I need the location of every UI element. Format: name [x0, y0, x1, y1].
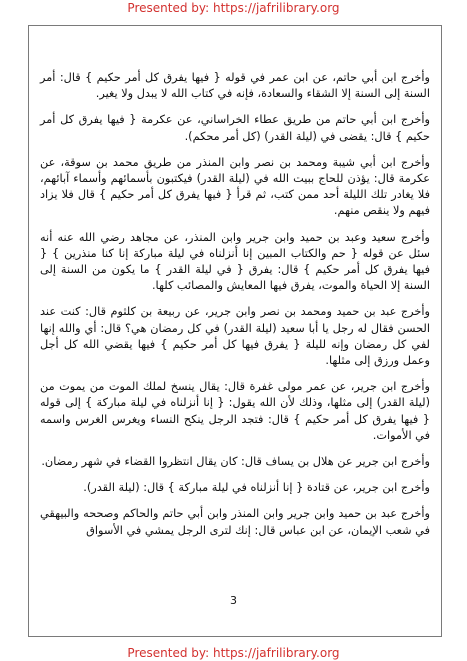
paragraph: وأخرج ابن أبي شيبة ومحمد بن نصر وابن المنذر من طريق محمد بن سوقة، عن عكرمة قال: يؤذن للحاج ببيت الله في (ليلة القدر) فيكتبون بأسمائهم وأسماء آبائهم، فلا يغادر تلك الليلة أحد ممن كتب، ثم قرأ { فيها يفرق كل أمر حكيم } قال فلا يزاد فيهم ولا ينقص منهم.	[40, 155, 430, 218]
page-number: 3	[230, 594, 237, 607]
paragraph: وأخرج ابن جرير عن هلال بن يساف قال: كان يقال انتظروا القضاء في شهر رمضان.	[41, 455, 430, 469]
paragraph: وأخرج سعيد وعبد بن حميد وابن جرير وابن المنذر، عن مجاهد رضي الله عنه أنه سئل عن قوله { حم والكتاب المبين إنا أنزلناه في ليلة مباركة إنا كنا منذرين } { فيها يفرق كل أمر حكيم } قال: يفرق { في ليلة القدر } ما يكون من السنة إلى السنة إلا الحياة والموت، يفرق فيها المعايش والمصائب كلها.	[40, 230, 430, 293]
paragraph: وأخرج ابن جرير، عن عمر مولى غفرة قال: يقال ينسخ لملك الموت من يموت من (ليلة القدر) إلى مثلها، وذلك لأن الله يقول: { إنا أنزلناه في ليلة مباركة } إلى قوله { فيها يفرق كل أمر حكيم } قال: فتجد الرجل ينكح النساء ويغرس الغرس واسمه في الأموات.	[40, 380, 430, 442]
paragraph: وأخرج ابن أبي حاتم من طريق عطاء الخراساني، عن عكرمة { فيها يفرق كل أمر حكيم } قال: يقضى في (ليلة القدر) (كل أمر محكم).	[40, 113, 430, 143]
paragraph: وأخرج عبد بن حميد ومحمد بن نصر وابن جرير، عن ربيعة بن كلثوم قال: كنت عند الحسن فقال له رجل يا أبا سعيد (ليلة القدر) في كل رمضان هي؟ قال: أي والله إنها لفي كل رمضان وإنه لليلة { يفرق فيها كل أمر حكيم } فيها يقضي الله كل أجل وعمل ورزق إلى مثلها.	[40, 305, 430, 368]
paragraph: وأخرج عبد بن حميد وابن جرير وابن المنذر وابن أبي حاتم والحاكم وصححه والبيهقي في شعب الإيمان، عن ابن عباس قال: إنك لترى الرجل يمشي في الأسواق	[40, 507, 430, 537]
document-body	[40, 70, 430, 615]
source-banner-bottom: Presented by: https://jafrilibrary.org	[127, 646, 340, 660]
paragraph: وأخرج ابن أبي حاتم، عن ابن عمر في قوله { فيها يفرق كل أمر حكيم } قال: أمر السنة إلى السنة إلا الشقاء والسعادة، فإنه في كتاب الله لا يبدل ولا يغير.	[40, 71, 430, 101]
paragraph: وأخرج ابن جرير، عن قتادة { إنا أنزلناه في ليلة مباركة } قال: (ليلة القدر).	[83, 481, 430, 495]
source-banner-top: Presented by: https://jafrilibrary.org	[127, 1, 340, 15]
